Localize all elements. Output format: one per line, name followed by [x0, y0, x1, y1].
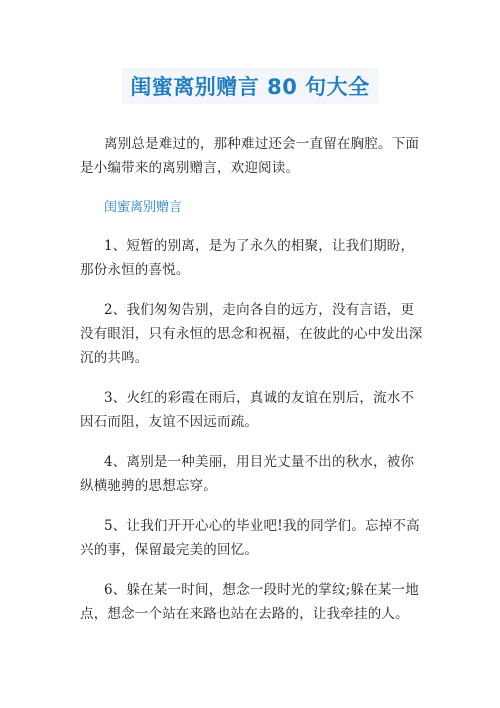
intro-paragraph: 离别总是难过的，那种难过还会一直留在胸腔。下面是小编带来的离别赠言，欢迎阅读。: [80, 136, 420, 176]
list-item: 1、短暂的别离，是为了永久的相聚，让我们期盼，那份永恒的喜悦。: [80, 238, 415, 278]
page-title: 闺蜜离别赠言 80 句大全: [122, 68, 377, 104]
list-item: 2、我们匆匆告别，走向各自的远方，没有言语，更没有眼泪，只有永恒的思念和祝福，在彼此的心中发出深沉的共鸣。: [80, 302, 423, 366]
list-item: 3、火红的彩霞在雨后，真诚的友谊在别后，流水不因石而阻，友谊不因远而疏。: [80, 390, 415, 430]
list-item: 6、躲在某一时间，想念一段时光的掌纹;躲在某一地点，想念一个站在来路也站在去路的，让我牵挂的人。: [80, 582, 419, 622]
section-heading: 闺蜜离别赠言: [104, 200, 183, 215]
list-item: 4、离别是一种美丽，用目光丈量不出的秋水，被你纵横驰骋的思想忘穿。: [80, 454, 415, 494]
title-container: [0, 68, 500, 104]
article-body: [80, 132, 425, 642]
list-item: 5、让我们开开心心的毕业吧!我的同学们。忘掉不高兴的事，保留最完美的回忆。: [80, 518, 420, 558]
